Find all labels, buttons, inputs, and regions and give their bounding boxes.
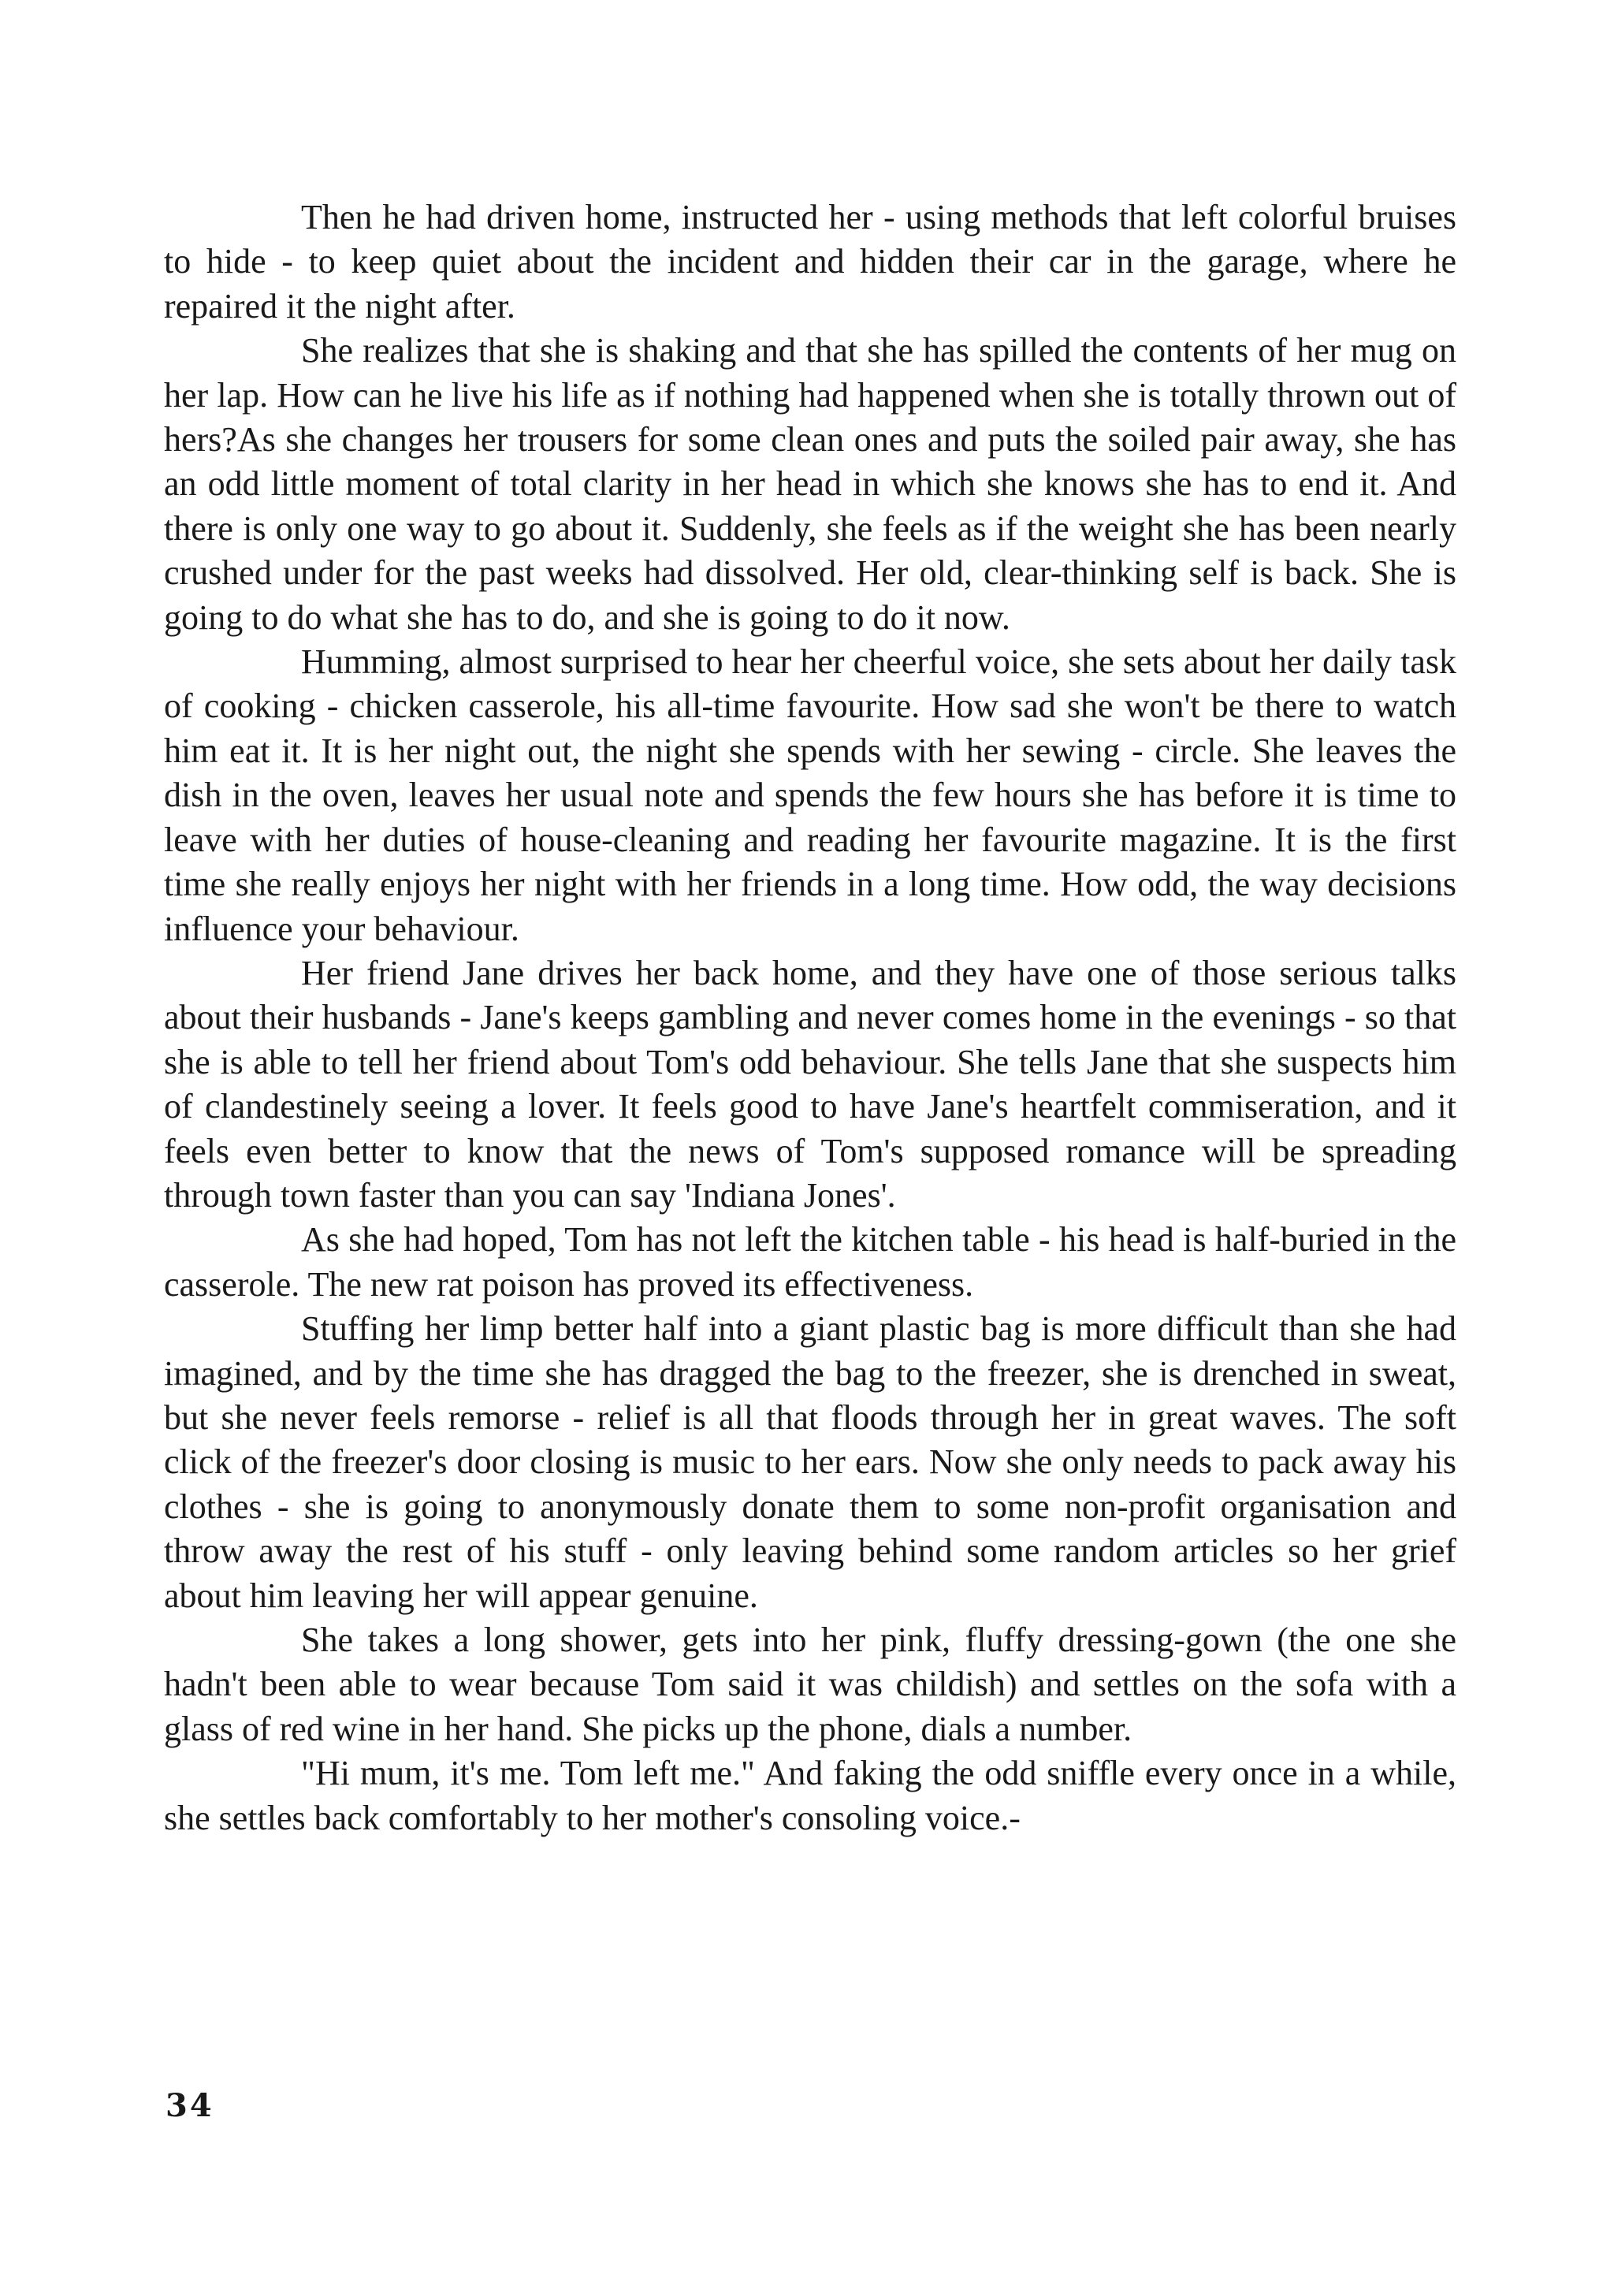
- paragraph: She takes a long shower, gets into her pink, fluffy dressing-gown (the one she hadn't been able to wear because Tom said it was childish) and settles on the sofa with a glass of red wine in her hand. She picks up the phone, dials a number.: [164, 1621, 1456, 1748]
- paragraph: Humming, almost surprised to hear her cheerful voice, she sets about her daily task of cooking - chicken casserole, his all-time favourite. How sad she won't be there to watch him eat it. It is her night out, the night she spends with her sewing - circle. She leaves the dish in the oven, leaves her usual note and spends the few hours she has before it is time to leave with her duties of house-cleaning and reading her favourite magazine. It is the first time she really enjoys her night with her friends in a long time. How odd, the way decisions influence your behaviour.: [164, 642, 1456, 948]
- page-number: 34: [165, 2087, 214, 2124]
- story-text: [164, 195, 1456, 1840]
- paragraph: "Hi mum, it's me. Tom left me." And faking the odd sniffle every once in a while, she settles back comfortably to her mother's consoling voice.-: [164, 1754, 1456, 1837]
- paragraph: Then he had driven home, instructed her - using methods that left colorful bruises to hide - to keep quiet about the incident and hidden their car in the garage, where he repaired it the night after.: [164, 198, 1456, 326]
- paragraph: As she had hoped, Tom has not left the kitchen table - his head is half-buried in the casserole. The new rat poison has proved its effectiveness.: [164, 1220, 1456, 1304]
- paragraph: Stuffing her limp better half into a giant plastic bag is more difficult than she had imagined, and by the time she has dragged the bag to the freezer, she is drenched in sweat, but she never feels remorse - relief is all that floods through her in great waves. The soft click of the freezer's door closing is music to her ears. Now she only needs to pack away his clothes - she is going to anonymously donate them to some non-profit organisation and throw away the rest of his stuff - only leaving behind some random articles so her grief about him leaving her will appear genuine.: [164, 1309, 1456, 1615]
- paragraph: She realizes that she is shaking and that she has spilled the contents of her mug on her lap. How can he live his life as if nothing had happened when she is totally thrown out of hers?As she changes her trousers for some clean ones and puts the soiled pair away, she has an odd little moment of total clarity in her head in which she knows she has to end it. And there is only one way to go about it. Suddenly, she feels as if the weight she has been nearly crushed under for the past weeks had dissolved. Her old, clear-thinking self is back. She is going to do what she has to do, and she is going to do it now.: [164, 331, 1456, 637]
- paragraph: Her friend Jane drives her back home, and they have one of those serious talks about their husbands - Jane's keeps gambling and never comes home in the evenings - so that she is able to tell her friend about Tom's odd behaviour. She tells Jane that she suspects him of clandestinely seeing a lover. It feels good to have Jane's heartfelt commiseration, and it feels even better to know that the news of Tom's supposed romance will be spreading through town faster than you can say 'Indiana Jones'.: [164, 953, 1456, 1215]
